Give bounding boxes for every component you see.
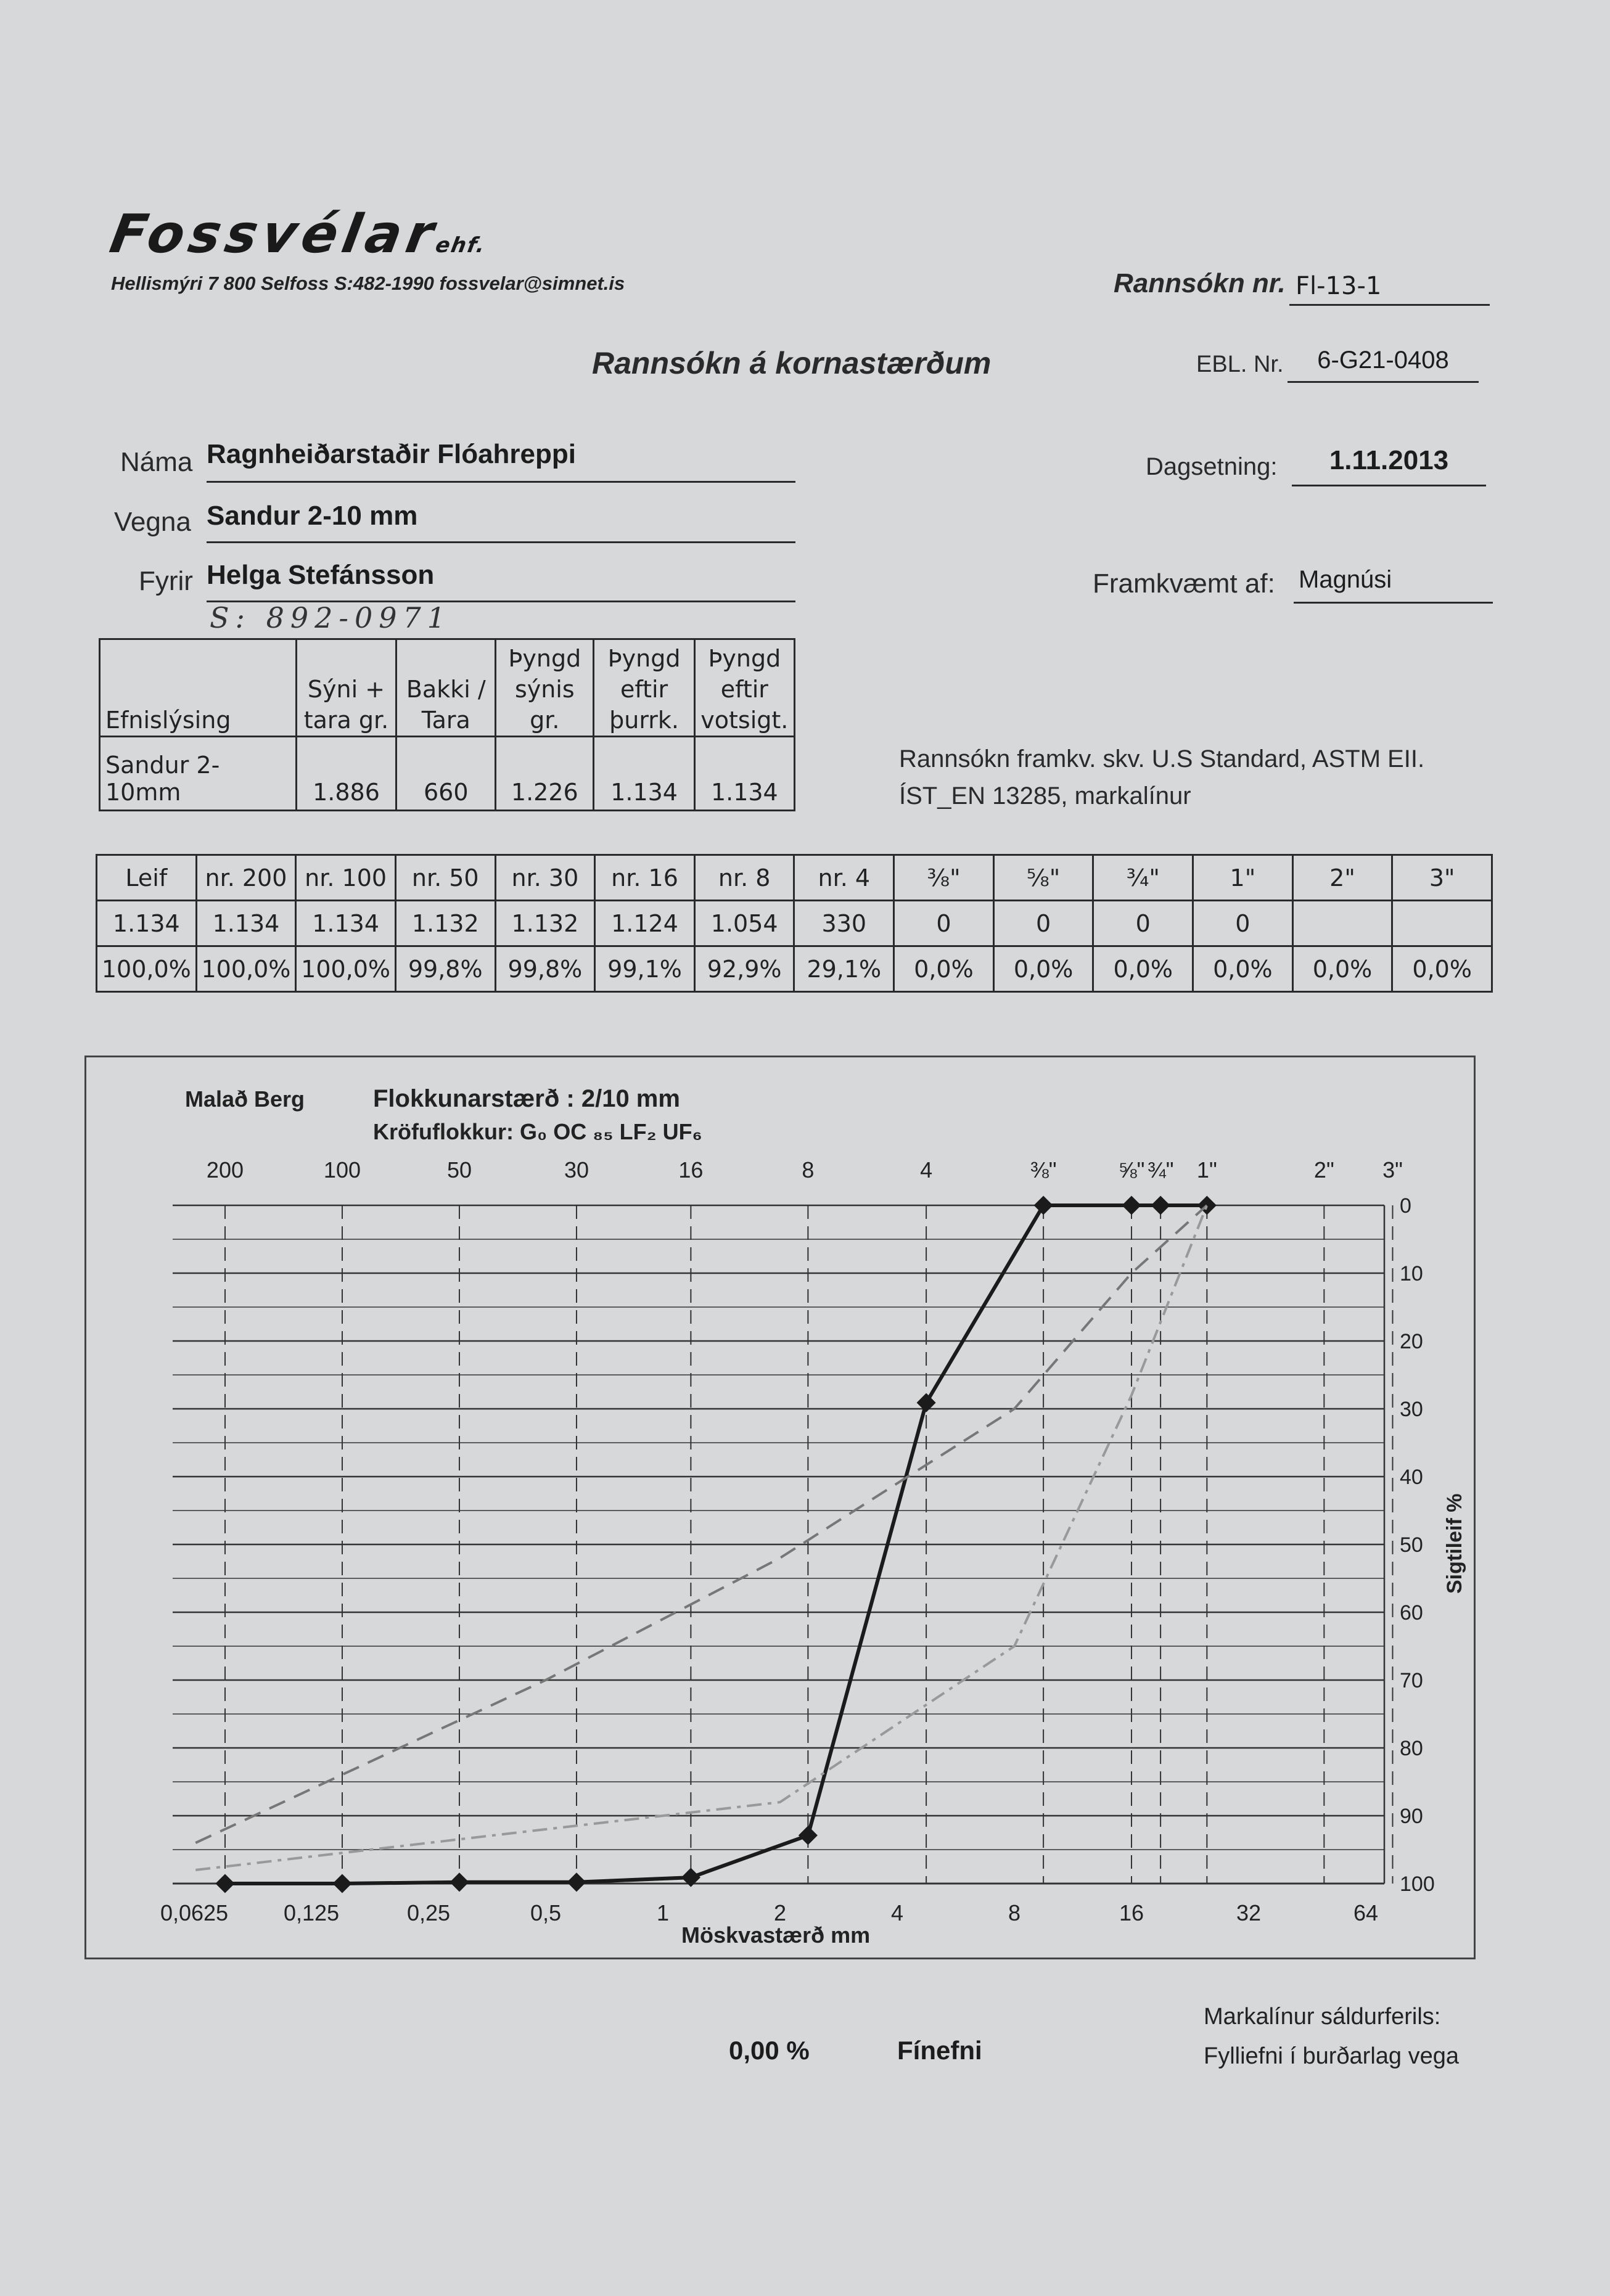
sieve-percent-cell: 99,8% (495, 946, 595, 992)
sieve-header-cell: 3" (1392, 855, 1492, 901)
chart-top-sieve-label: ⅝" (1118, 1157, 1145, 1183)
sieve-table (96, 854, 1493, 993)
company-address: Hellismýri 7 800 Selfoss S:482-1990 fossvelar@simnet.is (111, 273, 625, 294)
chart-series-line (195, 1205, 1207, 1870)
report-number-row (1114, 268, 1484, 299)
chart-data-point (1034, 1195, 1053, 1215)
sample-header: Þyngd eftir votsigt. (694, 639, 794, 737)
chart-y-tick-label: 90 (1400, 1805, 1423, 1828)
sieve-percent-cell: 100,0% (196, 946, 296, 992)
chart-top-sieve-label: 16 (678, 1157, 704, 1183)
chart-x-tick-label: 0,5 (530, 1900, 562, 1925)
sieve-percent-cell: 29,1% (794, 946, 894, 992)
chart-y-tick-label: 60 (1400, 1601, 1423, 1625)
report-title: Rannsókn á kornastærðum (592, 346, 992, 380)
chart-x-tick-label: 4 (890, 1900, 904, 1925)
sieve-header-cell: ¾" (1093, 855, 1193, 901)
sieve-weight-cell (1392, 901, 1492, 946)
chart-data-point (450, 1872, 469, 1892)
sieve-percent-cell: 100,0% (296, 946, 396, 992)
sieve-header-cell: nr. 100 (296, 855, 396, 901)
limits-note-line2: Fylliefni í burðarlag vega (1204, 2043, 1459, 2069)
fines-value: 0,00 % (729, 2036, 810, 2065)
chart-y-tick-label: 10 (1400, 1262, 1423, 1285)
sieve-percent-cell: 0,0% (1392, 946, 1492, 992)
sieve-weight-row (97, 901, 1492, 946)
by-value: Magnúsi (1294, 566, 1493, 604)
chart-y-tick-label: 80 (1400, 1737, 1423, 1760)
chart-top-sieve-label: ¾" (1147, 1157, 1174, 1183)
limits-note-line1: Markalínur sáldurferils: (1204, 2004, 1441, 2030)
sieve-percent-cell: 100,0% (97, 946, 197, 992)
vegna-label: Vegna (114, 507, 191, 537)
sieve-header-cell: ⅝" (993, 855, 1093, 901)
sample-table (99, 638, 795, 811)
fines-label: Fínefni (897, 2036, 982, 2065)
sieve-header-cell: ⅜" (894, 855, 994, 901)
report-number: Fl-13-1 (1289, 268, 1490, 306)
sieve-header-cell: 2" (1292, 855, 1392, 901)
chart-x-tick-label: 8 (1008, 1900, 1021, 1925)
chart-top-sieve-label: 200 (206, 1157, 244, 1183)
chart-y-tick-label: 70 (1400, 1669, 1423, 1692)
grading-chart (84, 1056, 1476, 1959)
sieve-percent-cell: 0,0% (993, 946, 1093, 992)
chart-top-sieve-label: 2" (1313, 1157, 1334, 1183)
chart-top-sieve-label: 30 (564, 1157, 589, 1183)
chart-x-tick-label: 0,0625 (160, 1900, 229, 1925)
sample-cell: 660 (396, 737, 496, 811)
sieve-weight-cell: 1.132 (395, 901, 495, 946)
sample-cell: 1.134 (694, 737, 794, 811)
chart-title-left: Malað Berg (185, 1086, 305, 1112)
nama-value: Ragnheiðarstaðir Flóahreppi (207, 439, 795, 483)
sieve-weight-cell: 0 (993, 901, 1093, 946)
chart-y-tick-label: 0 (1400, 1194, 1411, 1218)
chart-top-sieve-label: 100 (323, 1157, 361, 1183)
chart-x-tick-label: 2 (773, 1900, 787, 1925)
vegna-value: Sandur 2-10 mm (207, 501, 795, 543)
chart-data-point (1122, 1195, 1141, 1215)
chart-y-tick-label: 100 (1400, 1872, 1435, 1896)
sieve-weight-cell: 330 (794, 901, 894, 946)
chart-top-sieve-label: 1" (1196, 1157, 1217, 1183)
sieve-weight-cell: 1.132 (495, 901, 595, 946)
company-logo (105, 203, 493, 265)
sieve-header-cell: nr. 4 (794, 855, 894, 901)
sieve-header-row (97, 855, 1492, 901)
ebl-label: EBL. Nr. (1196, 351, 1284, 377)
chart-data-point (799, 1826, 818, 1845)
ebl-number: 6-G21-0408 (1288, 346, 1479, 383)
chart-title: Flokkunarstærð : 2/10 mm (373, 1085, 680, 1112)
by-label: Framkvæmt af: (1093, 568, 1275, 599)
sieve-percent-cell: 0,0% (894, 946, 994, 992)
chart-top-sieve-label: 8 (802, 1157, 815, 1183)
fyrir-label: Fyrir (139, 566, 193, 596)
sieve-header-cell: nr. 8 (694, 855, 794, 901)
sieve-weight-cell: 0 (1193, 901, 1293, 946)
sieve-weight-cell: 1.134 (296, 901, 396, 946)
chart-top-sieve-label: 3" (1382, 1157, 1403, 1183)
chart-subtitle: Kröfuflokkur: G₀ OC ₈₅ LF₂ UF₆ (373, 1119, 702, 1144)
chart-top-sieve-label: 50 (446, 1157, 472, 1183)
chart-xlabel: Möskvastærð mm (681, 1922, 871, 1948)
sample-header: Þyngd eftir þurrk. (594, 639, 694, 737)
sieve-header-cell: nr. 200 (196, 855, 296, 901)
chart-x-tick-label: 32 (1236, 1900, 1262, 1925)
sieve-percent-cell: 0,0% (1193, 946, 1293, 992)
sample-cell: 1.226 (496, 737, 594, 811)
chart-x-tick-label: 16 (1119, 1900, 1144, 1925)
chart-y-tick-label: 30 (1400, 1398, 1423, 1421)
standard-line2: ÍST_EN 13285, markalínur (899, 782, 1191, 810)
chart-top-sieve-label: 4 (920, 1157, 933, 1183)
grading-chart-svg (86, 1057, 1474, 1958)
chart-y-tick-label: 20 (1400, 1330, 1423, 1353)
sieve-percent-row (97, 946, 1492, 992)
company-name: Fossvélar (105, 203, 443, 265)
sample-header: Efnislýsing (100, 639, 297, 737)
chart-data-point (215, 1874, 234, 1893)
chart-y-tick-label: 50 (1400, 1533, 1423, 1557)
date-value: 1.11.2013 (1292, 445, 1486, 486)
sieve-weight-cell: 0 (1093, 901, 1193, 946)
date-label: Dagsetning: (1146, 453, 1278, 480)
chart-x-tick-label: 0,125 (283, 1900, 340, 1925)
standard-line1: Rannsókn framkv. skv. U.S Standard, ASTM EII. (899, 745, 1425, 773)
sieve-weight-cell: 1.134 (196, 901, 296, 946)
sieve-header-cell: Leif (97, 855, 197, 901)
sample-header: Þyngd sýnis gr. (496, 639, 594, 737)
sieve-weight-cell: 1.054 (694, 901, 794, 946)
sieve-percent-cell: 0,0% (1093, 946, 1193, 992)
sample-cell: 1.886 (296, 737, 396, 811)
sieve-percent-cell: 99,8% (395, 946, 495, 992)
sieve-weight-cell: 1.124 (595, 901, 695, 946)
ebl-row (1196, 346, 1486, 378)
chart-data-point (1151, 1195, 1170, 1215)
chart-y-tick-label: 40 (1400, 1466, 1423, 1489)
sample-header: Sýni + tara gr. (296, 639, 396, 737)
sieve-percent-cell: 92,9% (694, 946, 794, 992)
chart-ylabel: Sigtileif % (1443, 1493, 1466, 1594)
sieve-header-cell: 1" (1193, 855, 1293, 901)
sieve-weight-cell: 0 (894, 901, 994, 946)
handwritten-phone: S: 892-0971 (210, 601, 452, 634)
chart-x-tick-label: 64 (1353, 1900, 1379, 1925)
sieve-percent-cell: 0,0% (1292, 946, 1392, 992)
company-suffix: ehf. (433, 233, 488, 258)
report-number-label: Rannsókn nr. (1114, 268, 1286, 298)
sieve-header-cell: nr. 16 (595, 855, 695, 901)
fyrir-value: Helga Stefánsson (207, 560, 795, 602)
sieve-weight-cell: 1.134 (97, 901, 197, 946)
sample-header: Bakki / Tara (396, 639, 496, 737)
sieve-header-cell: nr. 50 (395, 855, 495, 901)
sample-cell: Sandur 2-10mm (100, 737, 297, 811)
nama-label: Náma (120, 447, 193, 477)
chart-data-point (567, 1872, 586, 1892)
sieve-weight-cell (1292, 901, 1392, 946)
chart-x-tick-label: 1 (656, 1900, 670, 1925)
chart-top-sieve-label: ⅜" (1030, 1157, 1057, 1183)
sample-cell: 1.134 (594, 737, 694, 811)
sieve-percent-cell: 99,1% (595, 946, 695, 992)
chart-x-tick-label: 0,25 (406, 1900, 451, 1925)
sieve-header-cell: nr. 30 (495, 855, 595, 901)
chart-data-point (332, 1874, 351, 1893)
